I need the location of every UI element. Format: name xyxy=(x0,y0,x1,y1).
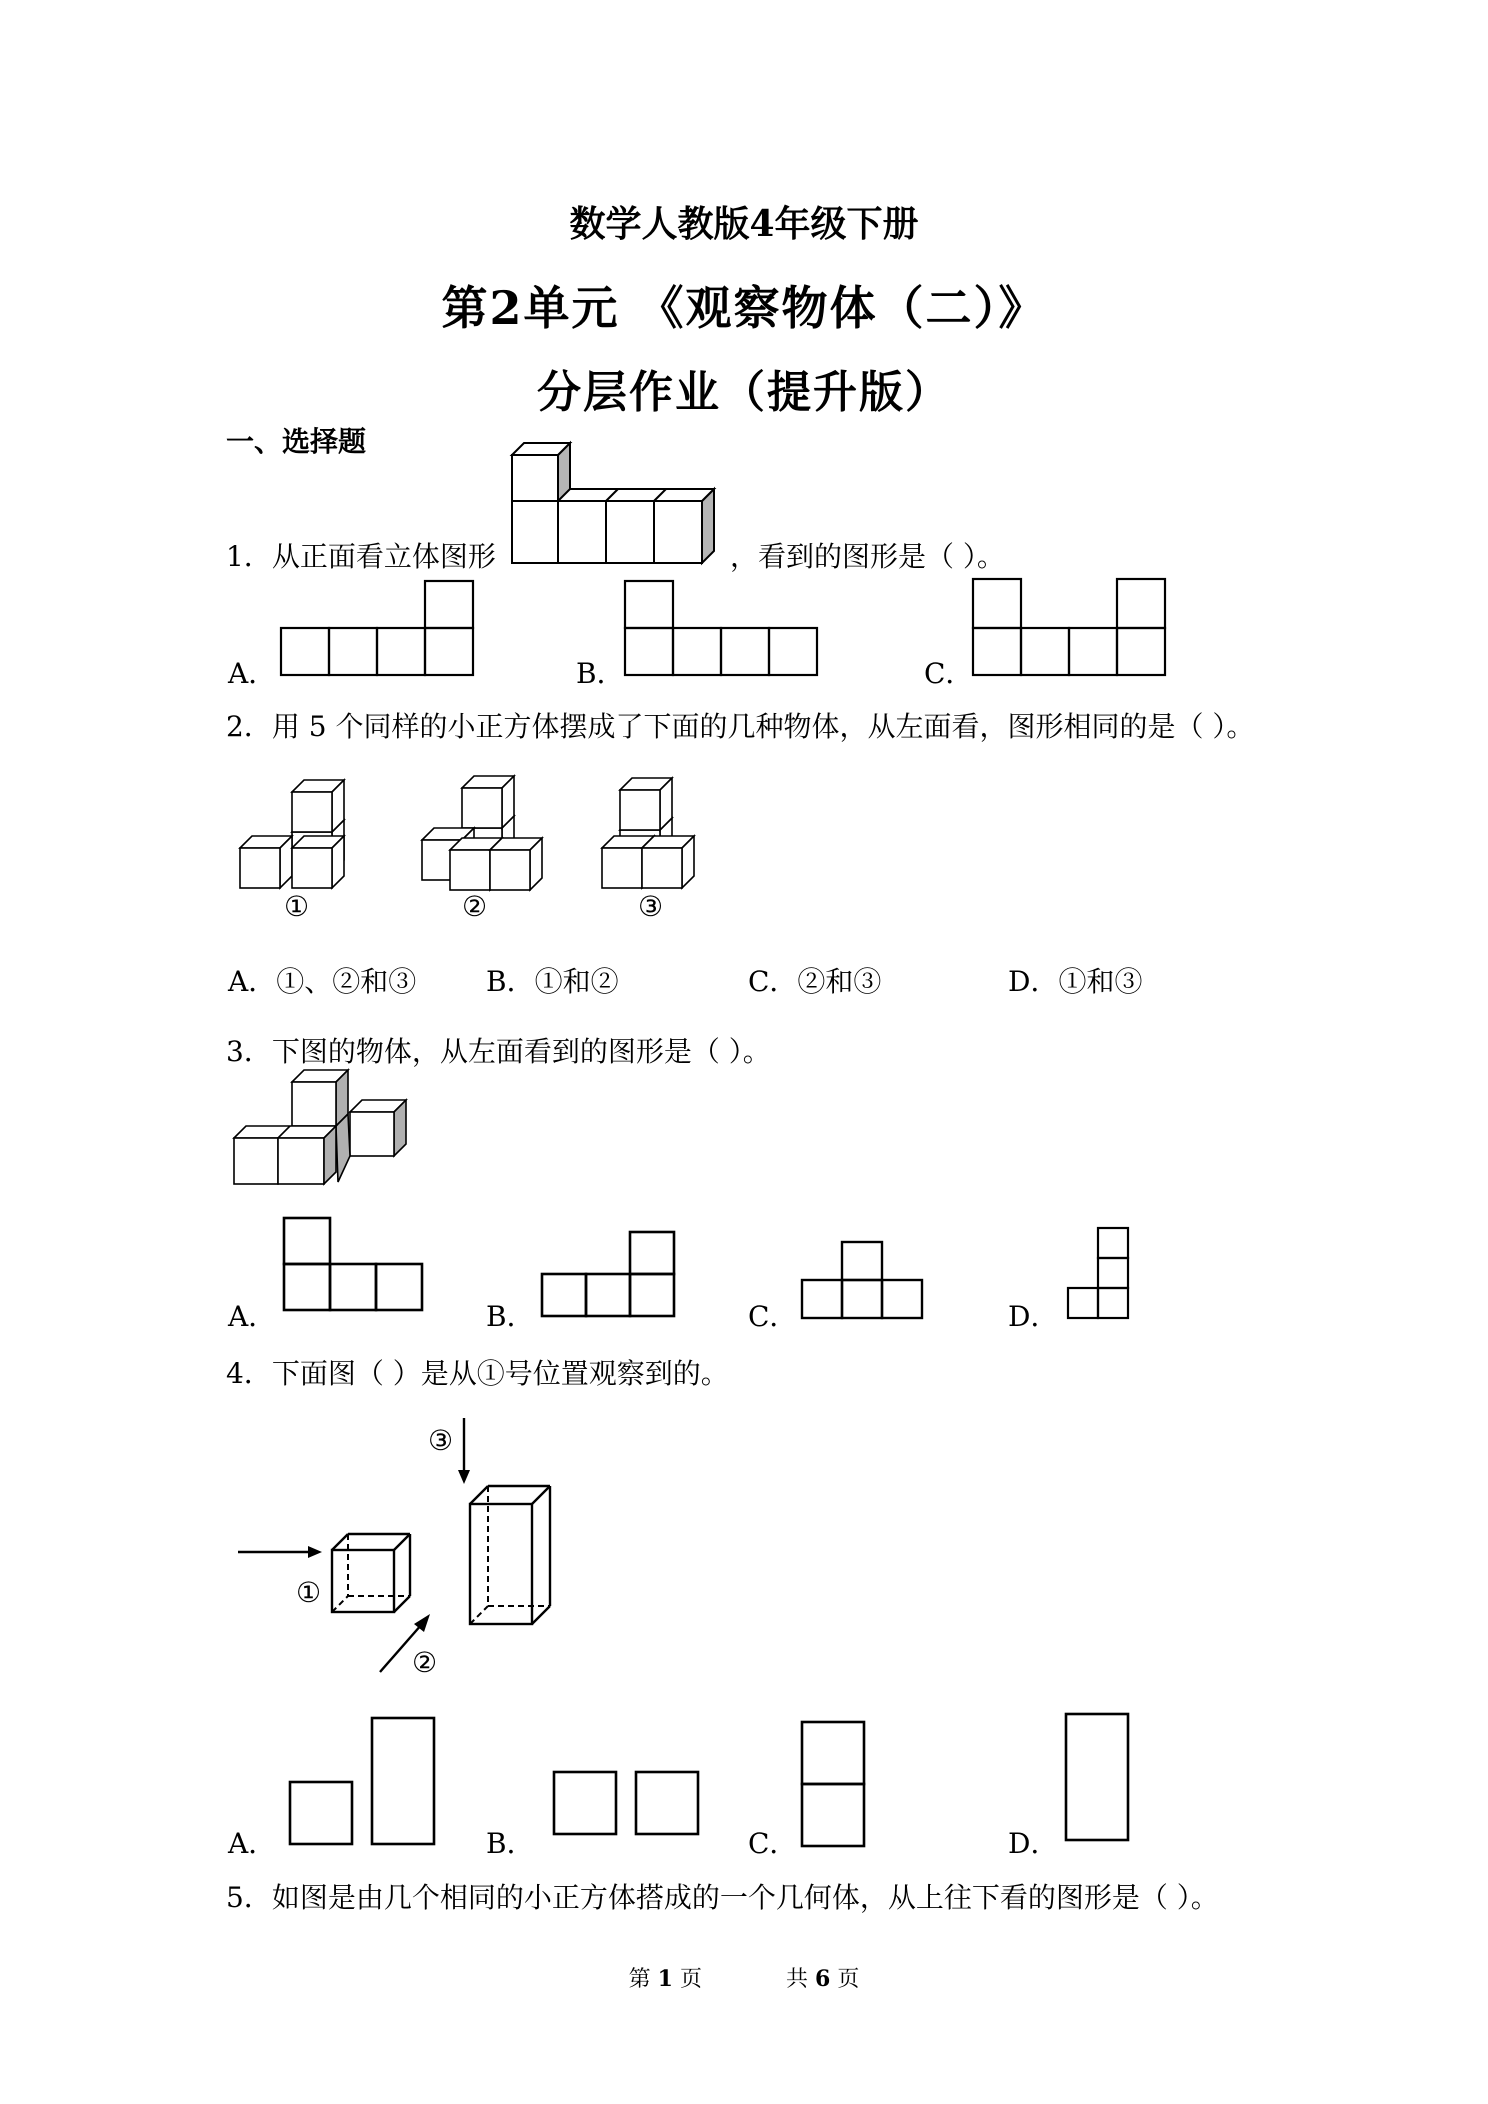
q3-option-b-shape xyxy=(540,1230,680,1320)
q2-option-a[interactable]: A．①、②和③ xyxy=(228,965,417,998)
q3-option-b[interactable]: B． xyxy=(486,1300,535,1333)
q1-option-b-shape xyxy=(624,580,819,676)
q4-option-b[interactable]: B． xyxy=(486,1827,535,1860)
page-footer: 第 1 页 共 6 页 xyxy=(628,1966,860,1992)
q4-view-label-1: ① xyxy=(296,1576,322,1609)
total-pages: 6 xyxy=(815,1966,831,1992)
q1-option-b[interactable]: B． xyxy=(576,657,625,690)
q1-option-a[interactable]: A． xyxy=(228,657,277,690)
q3-option-c-shape xyxy=(800,1240,930,1320)
question-1-tail: ，看到的图形是（ ）。 xyxy=(730,540,1005,573)
q4-option-d[interactable]: D． xyxy=(1008,1827,1059,1860)
q4-diagram xyxy=(236,1410,576,1690)
q1-option-c[interactable]: C． xyxy=(924,657,974,690)
q1-option-c-shape xyxy=(972,578,1167,676)
q2-figure-label-2: ② xyxy=(462,890,488,923)
q2-figure-label-1: ① xyxy=(284,890,310,923)
q4-view-label-2: ② xyxy=(412,1646,438,1679)
q3-option-d[interactable]: D． xyxy=(1008,1300,1059,1333)
q2-option-b[interactable]: B．①和② xyxy=(486,965,619,998)
q3-solid-figure xyxy=(232,1070,422,1206)
q1-solid-figure xyxy=(512,455,732,565)
question-3: 3．下图的物体，从左面看到的图形是（ ）。 xyxy=(226,1035,771,1068)
page-number: 1 xyxy=(657,1966,673,1992)
q4-option-c-shape xyxy=(800,1720,870,1848)
question-2: 2．用 5 个同样的小正方体摆成了下面的几种物体，从左面看，图形相同的是（ ）。 xyxy=(226,710,1255,743)
q3-option-a[interactable]: A． xyxy=(228,1300,277,1333)
q2-figure-label-3: ③ xyxy=(638,890,664,923)
q4-option-b-shape xyxy=(552,1770,704,1840)
q4-option-c[interactable]: C． xyxy=(748,1827,798,1860)
q2-option-c[interactable]: C．②和③ xyxy=(748,965,882,998)
q3-option-c[interactable]: C． xyxy=(748,1300,798,1333)
question-4: 4．下面图（ ）是从①号位置观察到的。 xyxy=(226,1357,729,1390)
unit-title: 第2单元 《观察物体（二）》 xyxy=(441,281,1047,335)
q4-option-a-shape xyxy=(288,1716,440,1848)
q3-option-d-shape xyxy=(1062,1226,1132,1322)
worksheet-subtitle: 分层作业（提升版） xyxy=(537,367,951,418)
document-title: 数学人教版4年级下册 xyxy=(569,203,919,245)
q2-option-d[interactable]: D．①和③ xyxy=(1008,965,1143,998)
question-1: 1．从正面看立体图形 xyxy=(226,540,496,573)
section-heading: 一、选择题 xyxy=(226,425,367,458)
q4-view-label-3: ③ xyxy=(428,1424,454,1457)
q4-option-a[interactable]: A． xyxy=(228,1827,277,1860)
q1-option-a-shape xyxy=(280,580,475,676)
q3-option-a-shape xyxy=(282,1216,428,1314)
question-5: 5．如图是由几个相同的小正方体搭成的一个几何体，从上往下看的图形是（ ）。 xyxy=(226,1881,1219,1914)
q4-option-d-shape xyxy=(1064,1712,1134,1844)
